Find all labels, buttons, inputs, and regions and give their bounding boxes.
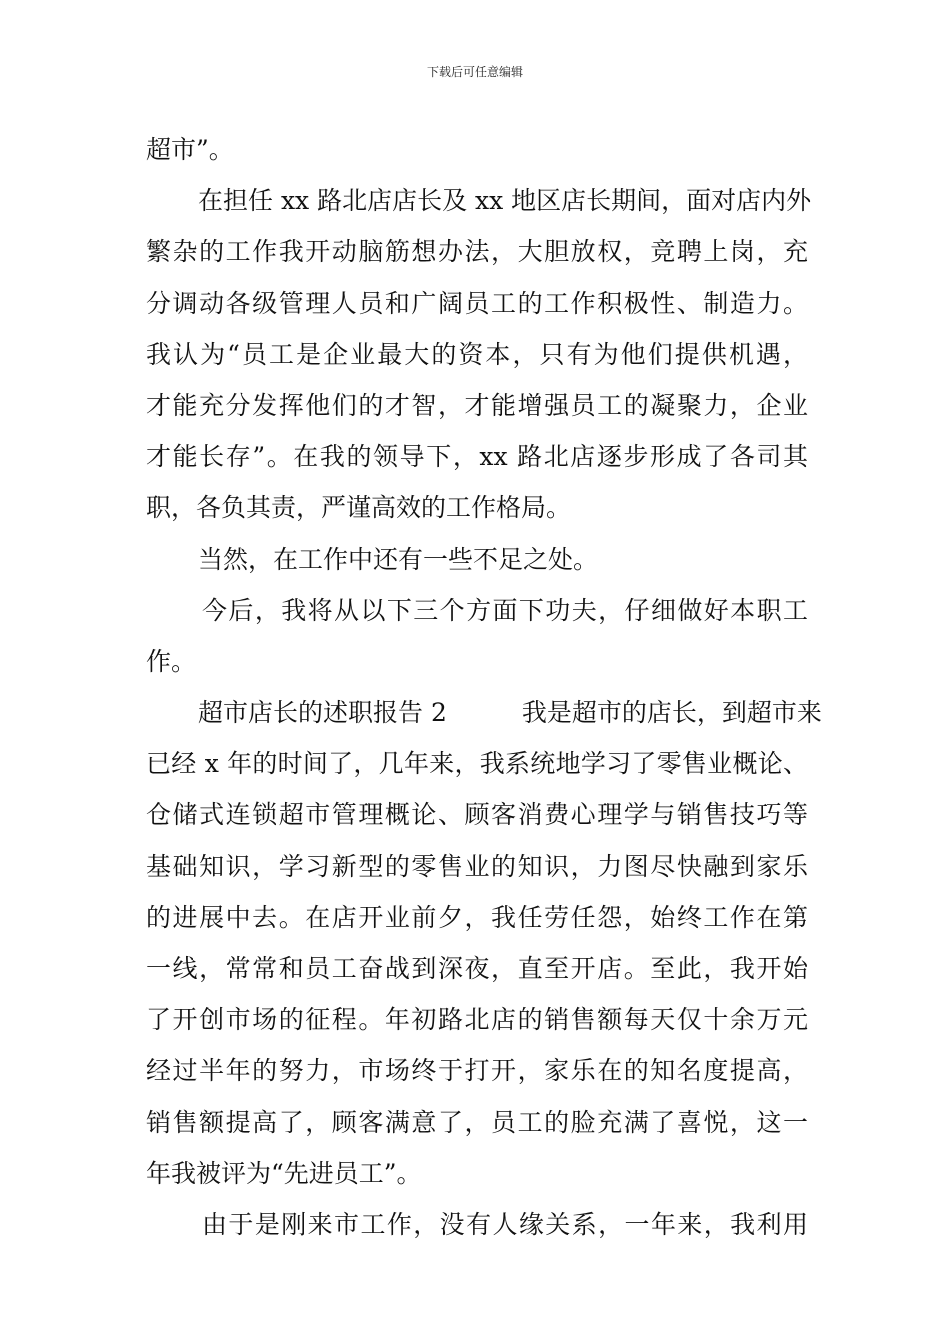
- text-line: 作。: [146, 646, 197, 676]
- paragraph-first-line: 今后，我将从以下三个方面下功夫，仔细做好本职工: [202, 595, 808, 625]
- text-line: 分调动各级管理人员和广阔员工的工作积极性、制造力。: [146, 288, 808, 318]
- text-line: 职，各负其责，严谨高效的工作格局。: [146, 493, 572, 523]
- document-body: [146, 124, 822, 1250]
- text-line: 基础知识，学习新型的零售业的知识，力图尽快融到家乐: [146, 851, 808, 881]
- text-line: 仓储式连锁超市管理概论、顾客消费心理学与销售技巧等: [146, 800, 808, 830]
- text-line: 一线，常常和员工奋战到深夜，直至开店。至此，我开始: [146, 954, 808, 983]
- text-line: 销售额提高了，顾客满意了，员工的脸充满了喜悦，这一: [146, 1107, 808, 1137]
- text-line: 年我被评为“先进员工”。: [146, 1158, 422, 1188]
- text-line: 我认为“员工是企业最大的资本，只有为他们提供机遇，: [146, 339, 808, 369]
- paragraph-first-line: 超市店长的述职报告 2 我是超市的店长，到超市来: [198, 698, 822, 728]
- text-line: 才能充分发挥他们的才智，才能增强员工的凝聚力，企业: [146, 390, 808, 420]
- text-line: 经过半年的努力，市场终于打开，家乐在的知名度提高，: [146, 1056, 808, 1086]
- page-header: 下载后可任意编辑: [426, 65, 523, 79]
- paragraph-first-line: 在担任 xx 路北店店长及 xx 地区店长期间，面对店内外: [198, 186, 812, 216]
- text-line: 已经 x 年的时间了，几年来，我系统地学习了零售业概论、: [146, 749, 808, 779]
- paragraph-first-line: 当然，在工作中还有一些不足之处。: [198, 544, 599, 574]
- text-line: 繁杂的工作我开动脑筋想办法，大胆放权，竞聘上岗，充: [146, 237, 808, 267]
- paragraph-first-line: 由于是刚来市工作，没有人缘关系，一年来，我利用: [202, 1209, 808, 1239]
- text-line: 才能长存”。在我的领导下，xx 路北店逐步形成了各司其: [146, 442, 808, 472]
- text-line: 的进展中去。在店开业前夕，我任劳任怨，始终工作在第: [146, 902, 808, 932]
- text-line: 超市”。: [146, 135, 234, 164]
- text-line: 了开创市场的征程。年初路北店的销售额每天仅十余万元: [146, 1005, 808, 1035]
